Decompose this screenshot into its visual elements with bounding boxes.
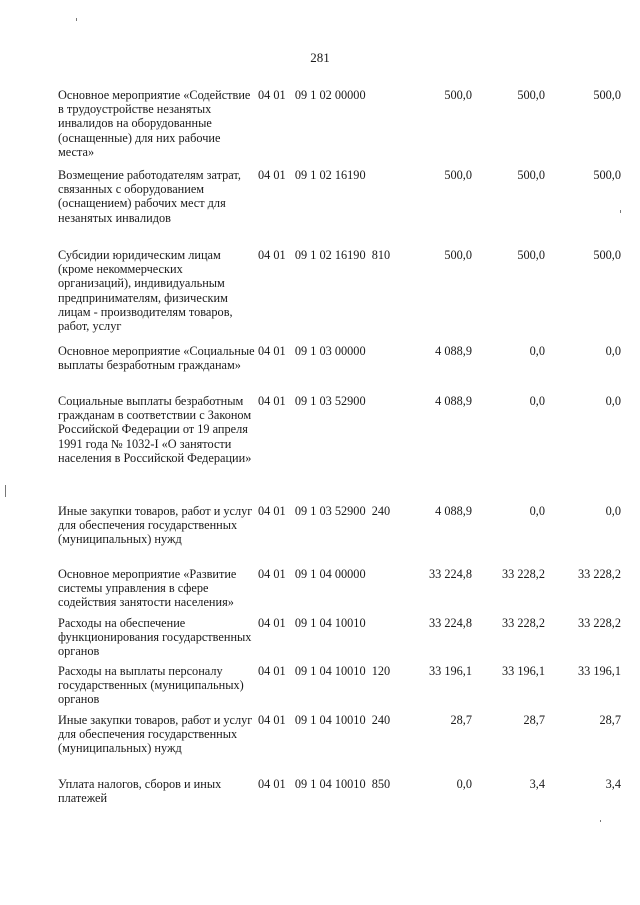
row-value-3: 500,0 xyxy=(593,248,621,262)
row-value-2: 500,0 xyxy=(517,168,545,182)
row-name: Иные закупки товаров, работ и услуг для обеспечения государственных (муниципальных) нужд xyxy=(58,504,253,547)
table-row xyxy=(0,394,640,504)
row-name: Расходы на выплаты персоналу государственных (муниципальных) органов xyxy=(58,664,244,707)
row-code: 04 01 09 1 04 10010 120 xyxy=(258,664,391,678)
row-value-3: 33 196,1 xyxy=(577,664,621,678)
row-code: 04 01 09 1 04 10010 xyxy=(258,616,366,630)
table-row xyxy=(0,664,640,713)
row-code: 04 01 09 1 02 00000 xyxy=(258,88,366,102)
budget-table xyxy=(0,88,640,817)
row-name: Основное мероприятие «Социальные выплаты безработным гражданам» xyxy=(58,344,255,373)
row-name: Уплата налогов, сборов и иных платежей xyxy=(58,777,222,806)
row-value-1: 0,0 xyxy=(456,777,472,791)
table-row xyxy=(0,616,640,664)
row-value-2: 33 228,2 xyxy=(501,567,545,581)
row-code: 04 01 09 1 04 00000 xyxy=(258,567,366,581)
row-value-1: 500,0 xyxy=(444,168,472,182)
table-row xyxy=(0,248,640,344)
row-value-3: 0,0 xyxy=(605,344,621,358)
table-row xyxy=(0,777,640,817)
row-name: Социальные выплаты безработным гражданам в соответствии с Законом Российской Федерации от 19 апреля 1991 года № 1032-I «О занятости населения в Российской Федерации» xyxy=(58,394,252,465)
row-value-1: 28,7 xyxy=(450,713,472,727)
row-value-1: 4 088,9 xyxy=(435,394,472,408)
row-value-1: 500,0 xyxy=(444,248,472,262)
table-row xyxy=(0,168,640,248)
row-value-3: 0,0 xyxy=(605,504,621,518)
page-number: 281 xyxy=(310,50,330,65)
row-value-2: 500,0 xyxy=(517,88,545,102)
row-name: Иные закупки товаров, работ и услуг для обеспечения государственных (муниципальных) нужд xyxy=(58,713,253,756)
row-code: 04 01 09 1 02 16190 xyxy=(258,168,366,182)
table-row xyxy=(0,567,640,616)
scan-mark xyxy=(600,820,601,822)
row-value-2: 500,0 xyxy=(517,248,545,262)
scan-mark xyxy=(76,18,77,21)
row-value-2: 0,0 xyxy=(529,344,545,358)
scan-mark xyxy=(620,210,621,213)
row-name: Основное мероприятие «Содействие в трудоустройстве незанятых инвалидов на оборудованные (оснащенные) для них рабочие места» xyxy=(58,88,251,159)
row-value-2: 3,4 xyxy=(529,777,545,791)
table-row xyxy=(0,344,640,394)
row-value-3: 500,0 xyxy=(593,168,621,182)
row-value-1: 4 088,9 xyxy=(435,504,472,518)
table-row xyxy=(0,88,640,168)
row-value-2: 33 196,1 xyxy=(501,664,545,678)
row-name: Основное мероприятие «Развитие системы управления в сфере содействия занятости населения» xyxy=(58,567,237,610)
row-code: 04 01 09 1 03 00000 xyxy=(258,344,366,358)
row-name: Субсидии юридическим лицам (кроме некоммерческих организаций), индивидуальным предпринимателям, физическим лицам - производителям товаров, работ, услуг xyxy=(58,248,233,334)
row-code: 04 01 09 1 02 16190 810 xyxy=(258,248,391,262)
row-code: 04 01 09 1 03 52900 240 xyxy=(258,504,391,518)
row-value-2: 28,7 xyxy=(523,713,545,727)
scan-mark xyxy=(5,485,6,497)
table-row xyxy=(0,504,640,567)
row-code: 04 01 09 1 04 10010 850 xyxy=(258,777,391,791)
row-value-3: 3,4 xyxy=(605,777,621,791)
row-value-1: 33 224,8 xyxy=(428,567,472,581)
row-value-2: 33 228,2 xyxy=(501,616,545,630)
row-value-1: 33 196,1 xyxy=(428,664,472,678)
row-value-3: 28,7 xyxy=(599,713,621,727)
row-name: Возмещение работодателям затрат, связанных с оборудованием (оснащением) рабочих мест для незанятых инвалидов xyxy=(58,168,241,225)
row-code: 04 01 09 1 04 10010 240 xyxy=(258,713,391,727)
row-name: Расходы на обеспечение функционирования государственных органов xyxy=(58,616,252,659)
row-code: 04 01 09 1 03 52900 xyxy=(258,394,366,408)
row-value-1: 4 088,9 xyxy=(435,344,472,358)
row-value-2: 0,0 xyxy=(529,504,545,518)
table-row xyxy=(0,713,640,777)
row-value-3: 33 228,2 xyxy=(577,616,621,630)
row-value-3: 33 228,2 xyxy=(577,567,621,581)
row-value-3: 500,0 xyxy=(593,88,621,102)
row-value-1: 33 224,8 xyxy=(428,616,472,630)
row-value-3: 0,0 xyxy=(605,394,621,408)
row-value-1: 500,0 xyxy=(444,88,472,102)
row-value-2: 0,0 xyxy=(529,394,545,408)
